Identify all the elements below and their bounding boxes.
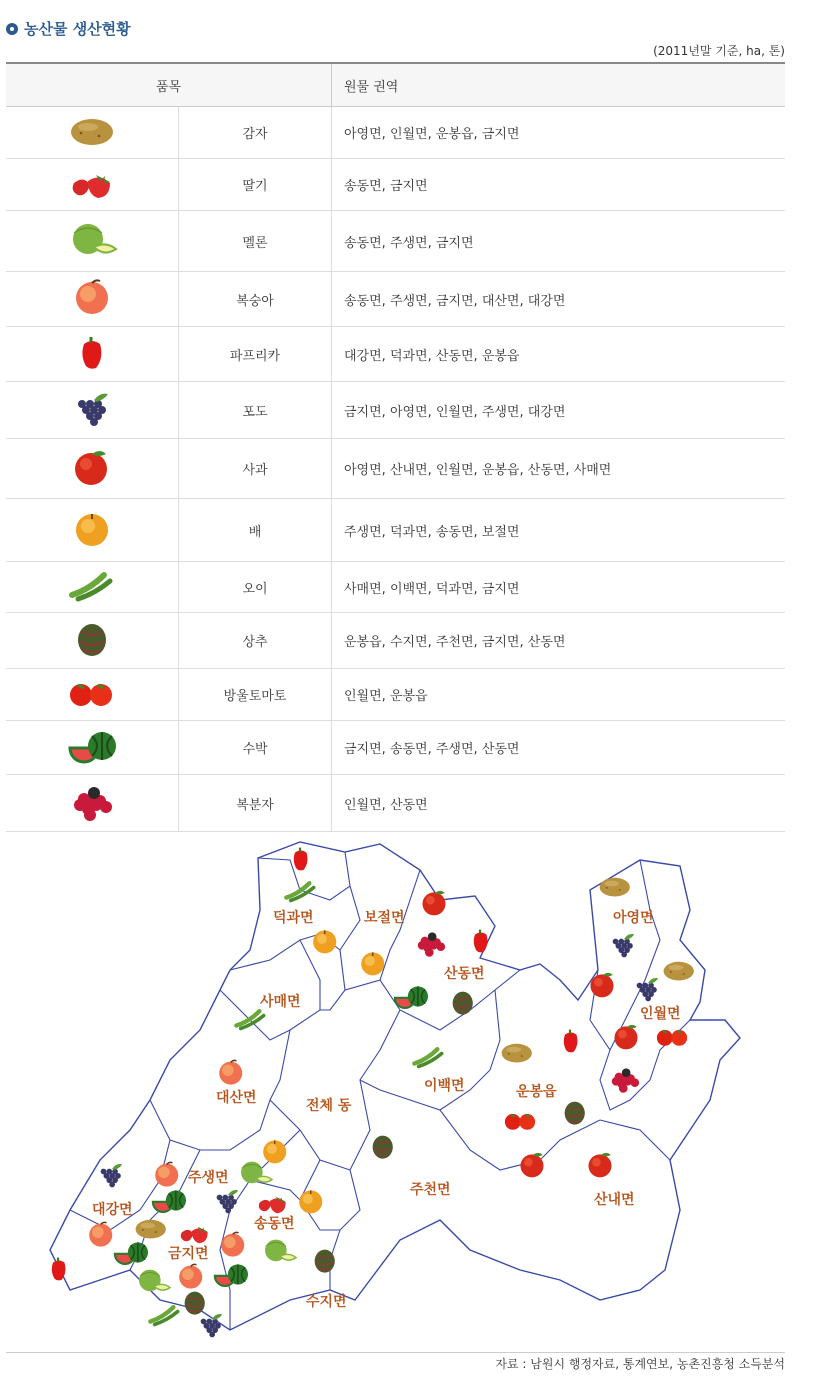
row-region: 아영면, 인월면, 운봉읍, 금지면 (332, 107, 786, 159)
lettuce-icon (453, 992, 473, 1015)
table-row (6, 669, 785, 721)
row-icon-cell (6, 211, 179, 272)
region-map (0, 830, 820, 1350)
lettuce-icon (373, 1136, 393, 1159)
table-row (6, 382, 785, 439)
row-item-name: 사과 (179, 439, 332, 499)
row-region: 인월면, 산동면 (332, 775, 786, 832)
watermelon-icon (66, 755, 118, 770)
row-item-name: 포도 (179, 382, 332, 439)
lettuce-icon (66, 648, 118, 663)
source-note: 자료 : 남원시 행정자료, 통계연보, 농촌진흥청 소득분석 (495, 1357, 785, 1371)
row-icon-cell (6, 775, 179, 832)
row-item-name: 수박 (179, 721, 332, 775)
map-label-samae: 사매면 (260, 994, 301, 1010)
map-label-sannae: 산내면 (594, 1192, 635, 1208)
row-icon-cell (6, 159, 179, 211)
map-label-geumji: 금지면 (168, 1246, 209, 1262)
potato-icon (136, 1220, 166, 1239)
paprika-icon (66, 361, 118, 376)
map-label-deokgwa: 덕과면 (273, 910, 314, 926)
row-region: 금지면, 송동면, 주생면, 산동면 (332, 721, 786, 775)
map-label-center: 전체 동 (306, 1098, 352, 1114)
header-item: 품목 (6, 63, 332, 107)
peach-icon (66, 306, 118, 321)
row-region: 송동면, 주생면, 금지면, 대산면, 대강면 (332, 272, 786, 327)
row-region: 운봉읍, 수지면, 주천면, 금지면, 산동면 (332, 613, 786, 669)
row-item-name: 복분자 (179, 775, 332, 832)
row-icon-cell (6, 613, 179, 669)
row-item-name: 멜론 (179, 211, 332, 272)
cucumber-icon (66, 594, 118, 609)
potato-icon (66, 140, 118, 155)
produce-table (6, 62, 785, 832)
table-row (6, 159, 785, 211)
melon-icon (66, 248, 118, 263)
row-icon-cell (6, 439, 179, 499)
grape-icon (66, 417, 118, 432)
row-item-name: 파프리카 (179, 327, 332, 382)
lettuce-icon (315, 1250, 335, 1273)
table-row (6, 439, 785, 499)
row-icon-cell (6, 721, 179, 775)
row-item-name: 복숭아 (179, 272, 332, 327)
lettuce-icon (185, 1292, 205, 1315)
table-row (6, 613, 785, 669)
map-label-inwol: 인월면 (640, 1006, 681, 1022)
table-row (6, 562, 785, 613)
row-item-name: 오이 (179, 562, 332, 613)
row-region: 송동면, 주생면, 금지면 (332, 211, 786, 272)
row-region: 주생면, 덕과면, 송동면, 보절면 (332, 499, 786, 562)
row-icon-cell (6, 272, 179, 327)
strawberry-icon (66, 192, 118, 207)
table-row (6, 721, 785, 775)
section-title-text: 농산물 생산현황 (24, 20, 131, 38)
map-label-daesan: 대산면 (216, 1090, 257, 1106)
table-row (6, 272, 785, 327)
header-region: 원물 권역 (332, 63, 786, 107)
map-label-jucheon: 주천면 (410, 1182, 451, 1198)
cucumber-icon (150, 1307, 177, 1324)
row-region: 사매면, 이백면, 덕과면, 금지면 (332, 562, 786, 613)
map-label-songdong: 송동면 (254, 1216, 295, 1232)
table-row (6, 499, 785, 562)
map-label-jusaeng: 주생면 (188, 1170, 229, 1186)
potato-icon (600, 878, 630, 897)
map-label-unbong: 운봉읍 (516, 1084, 557, 1100)
row-icon-cell (6, 327, 179, 382)
row-region: 금지면, 아영면, 인월면, 주생면, 대강면 (332, 382, 786, 439)
table-row (6, 107, 785, 159)
tomato-icon (66, 702, 118, 717)
pear-icon (66, 537, 118, 552)
basis-note: (2011년말 기준, ha, 톤) (653, 44, 785, 58)
row-region: 송동면, 금지면 (332, 159, 786, 211)
map-label-bojeol: 보절면 (364, 910, 405, 926)
row-item-name: 감자 (179, 107, 332, 159)
pear-icon (263, 1140, 286, 1163)
table-row (6, 211, 785, 272)
lettuce-icon (565, 1102, 585, 1125)
pear-icon (313, 930, 336, 953)
row-icon-cell (6, 107, 179, 159)
section-title (6, 18, 131, 39)
potato-icon (502, 1044, 532, 1063)
apple-icon (66, 476, 118, 491)
row-icon-cell (6, 562, 179, 613)
map-label-ibaek: 이백면 (424, 1078, 465, 1094)
row-icon-cell (6, 499, 179, 562)
title-bullet-icon (6, 23, 18, 35)
row-item-name: 방울토마토 (179, 669, 332, 721)
table-row (6, 327, 785, 382)
row-region: 대강면, 덕과면, 산동면, 운봉읍 (332, 327, 786, 382)
map-label-sandong: 산동면 (444, 966, 485, 982)
pear-icon (299, 1190, 322, 1213)
row-item-name: 배 (179, 499, 332, 562)
footer-divider (6, 1352, 785, 1353)
row-item-name: 딸기 (179, 159, 332, 211)
row-icon-cell (6, 669, 179, 721)
map-label-suji: 수지면 (306, 1294, 347, 1310)
row-item-name: 상추 (179, 613, 332, 669)
potato-icon (664, 962, 694, 981)
row-icon-cell (6, 382, 179, 439)
table-row (6, 775, 785, 832)
pear-icon (361, 952, 384, 975)
row-region: 아영면, 산내면, 인월면, 운봉읍, 산동면, 사매면 (332, 439, 786, 499)
map-label-ayeong: 아영면 (613, 910, 654, 926)
row-region: 인월면, 운봉읍 (332, 669, 786, 721)
map-label-daegang: 대강면 (92, 1202, 133, 1218)
raspberry-icon (66, 810, 118, 825)
